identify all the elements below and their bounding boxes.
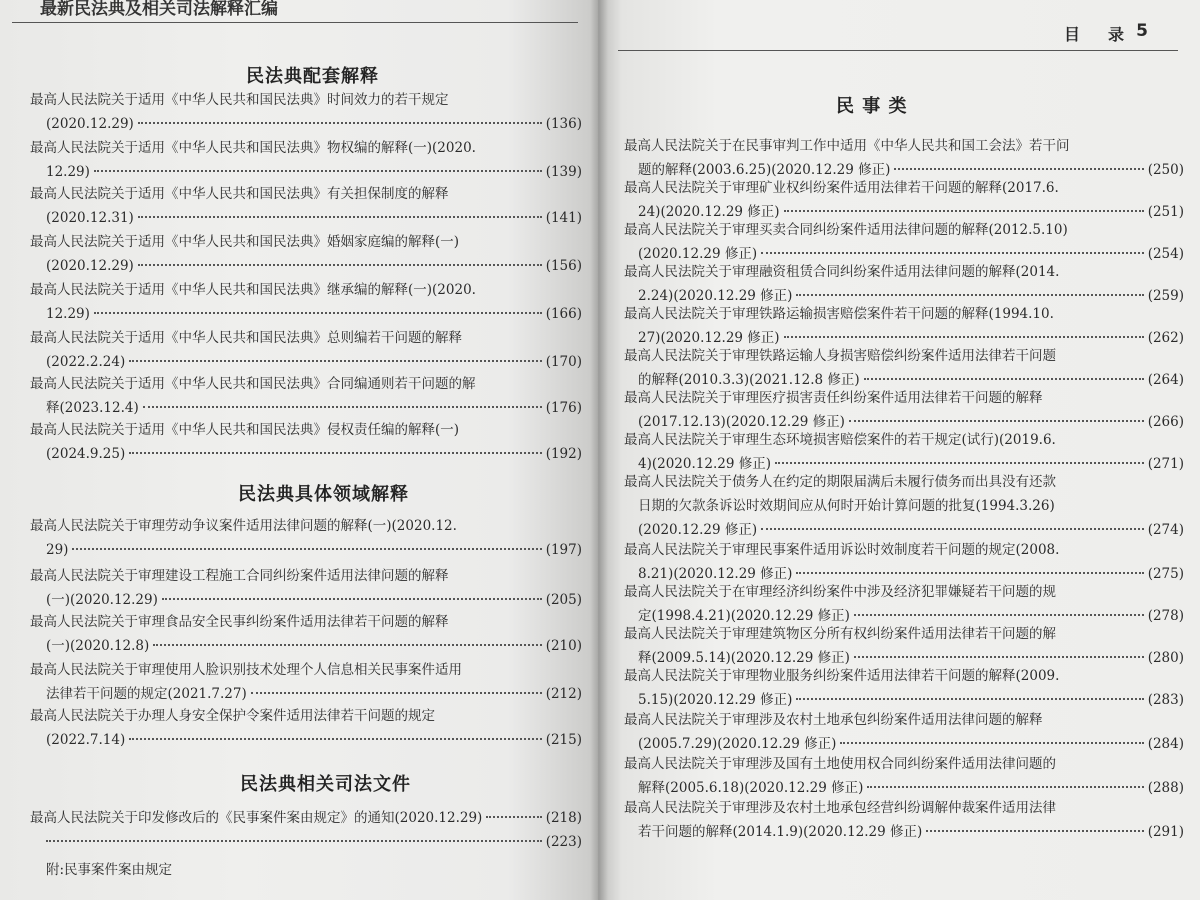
entry-date: 释(2023.12.4) bbox=[46, 400, 139, 416]
leader-dots bbox=[46, 840, 542, 842]
toc-entry[interactable] bbox=[624, 134, 1184, 182]
appendix-label: 附:民事案件案由规定 bbox=[46, 862, 173, 878]
page-ref: (291) bbox=[1147, 824, 1184, 840]
entry-title: 最高人民法院关于审理民事案件适用诉讼时效制度若干问题的规定(2008. bbox=[624, 542, 1060, 558]
entry-date: (2020.12.29 修正) bbox=[638, 522, 758, 538]
entry-title: 最高人民法院关于在审理经济纠纷案件中涉及经济犯罪嫌疑若干问题的规 bbox=[624, 584, 1056, 600]
leader-dots bbox=[849, 420, 1144, 422]
left-page bbox=[0, 0, 598, 900]
leader-dots bbox=[138, 264, 542, 266]
entry-date: (2020.12.29) bbox=[46, 258, 134, 274]
entry-title: 最高人民法院关于适用《中华人民共和国民法典》总则编若干问题的解释 bbox=[30, 330, 462, 346]
leader-dots bbox=[129, 360, 541, 362]
page-ref: (275) bbox=[1147, 566, 1184, 582]
leader-dots bbox=[162, 598, 542, 600]
page-ref: (251) bbox=[1147, 204, 1184, 220]
entry-title-cont: 日期的欠款条诉讼时效期间应从何时开始计算问题的批复(1994.3.26) bbox=[638, 498, 1055, 514]
entry-date: (2017.12.13)(2020.12.29 修正) bbox=[638, 414, 845, 430]
header-rule-right bbox=[618, 50, 1178, 51]
section-title-civil: 民 事 类 bbox=[836, 96, 908, 117]
leader-dots bbox=[153, 644, 541, 646]
entry-title: 最高人民法院关于审理涉及国有土地使用权合同纠纷案件适用法律问题的 bbox=[624, 756, 1056, 772]
entry-title: 最高人民法院关于债务人在约定的期限届满后未履行债务而出具没有还款 bbox=[624, 474, 1056, 490]
page-ref: (254) bbox=[1147, 246, 1184, 262]
toc-entry[interactable] bbox=[30, 372, 582, 420]
entry-title: 最高人民法院关于审理涉及农村土地承包纠纷案件适用法律问题的解释 bbox=[624, 712, 1043, 728]
leader-dots bbox=[72, 548, 541, 550]
toc-entry[interactable] bbox=[624, 344, 1184, 392]
leader-dots bbox=[129, 452, 541, 454]
header-rule-left bbox=[12, 22, 578, 23]
entry-date: 定(1998.4.21)(2020.12.29 修正) bbox=[638, 608, 850, 624]
leader-dots bbox=[796, 294, 1143, 296]
entry-date: 4)(2020.12.29 修正) bbox=[638, 456, 771, 472]
toc-entry[interactable] bbox=[624, 708, 1184, 756]
entry-date: (2005.7.29)(2020.12.29 修正) bbox=[638, 736, 837, 752]
toc-entry[interactable] bbox=[30, 182, 582, 230]
entry-title: 最高人民法院关于审理物业服务纠纷案件适用法律若干问题的解释(2009. bbox=[624, 668, 1060, 684]
toc-entry[interactable] bbox=[30, 230, 582, 278]
page-ref: (205) bbox=[545, 592, 582, 608]
entry-date: (一)(2020.12.29) bbox=[46, 592, 158, 608]
entry-date: 12.29) bbox=[46, 306, 90, 322]
page-ref: (210) bbox=[545, 638, 582, 654]
leader-dots bbox=[854, 656, 1144, 658]
page-ref: (166) bbox=[545, 306, 582, 322]
entry-date: (2020.12.29 修正) bbox=[638, 246, 758, 262]
toc-entry[interactable] bbox=[30, 514, 582, 562]
entry-title: 最高人民法院关于审理生态环境损害赔偿案件的若干规定(试行)(2019.6. bbox=[624, 432, 1056, 448]
entry-title: 最高人民法院关于适用《中华人民共和国民法典》物权编的解释(一)(2020. bbox=[30, 140, 476, 156]
toc-entry[interactable] bbox=[30, 278, 582, 326]
toc-entry[interactable] bbox=[624, 470, 1184, 542]
entry-date: 解释(2005.6.18)(2020.12.29 修正) bbox=[638, 780, 864, 796]
entry-title: 最高人民法院关于审理买卖合同纠纷案件适用法律问题的解释(2012.5.10) bbox=[624, 222, 1068, 238]
leader-dots bbox=[854, 614, 1144, 616]
toc-entry[interactable] bbox=[30, 610, 582, 658]
toc-entry[interactable] bbox=[624, 302, 1184, 350]
entry-date: 24)(2020.12.29 修正) bbox=[638, 204, 780, 220]
entry-title: 最高人民法院关于审理铁路运输人身损害赔偿纠纷案件适用法律若干问题 bbox=[624, 348, 1056, 364]
entry-title: 最高人民法院关于印发修改后的《民事案件案由规定》的通知(2020.12.29) bbox=[30, 810, 483, 826]
page-ref: (136) bbox=[545, 116, 582, 132]
toc-entry[interactable] bbox=[624, 386, 1184, 434]
entry-date: 8.21)(2020.12.29 修正) bbox=[638, 566, 793, 582]
entry-date: 2.24)(2020.12.29 修正) bbox=[638, 288, 793, 304]
leader-dots bbox=[138, 122, 542, 124]
page-ref: (274) bbox=[1147, 522, 1184, 538]
entry-date: (2022.2.24) bbox=[46, 354, 126, 370]
page-ref: (283) bbox=[1147, 692, 1184, 708]
entry-title: 最高人民法院关于审理食品安全民事纠纷案件适用法律若干问题的解释 bbox=[30, 614, 449, 630]
entry-date: 题的解释(2003.6.25)(2020.12.29 修正) bbox=[638, 162, 891, 178]
entry-date: 法律若干问题的规定(2021.7.27) bbox=[46, 686, 247, 702]
leader-dots bbox=[486, 816, 541, 818]
toc-entry[interactable] bbox=[624, 752, 1184, 800]
toc-entry[interactable] bbox=[624, 428, 1184, 476]
toc-entry[interactable] bbox=[624, 218, 1184, 266]
page-ref: (266) bbox=[1147, 414, 1184, 430]
toc-entry[interactable] bbox=[624, 796, 1184, 844]
entry-date: 12.29) bbox=[46, 164, 90, 180]
book-gutter bbox=[590, 0, 608, 900]
entry-title: 最高人民法院关于审理建筑物区分所有权纠纷案件适用法律若干问题的解 bbox=[624, 626, 1056, 642]
leader-dots bbox=[94, 312, 542, 314]
toc-entry[interactable] bbox=[624, 260, 1184, 308]
entry-date: 27)(2020.12.29 修正) bbox=[638, 330, 780, 346]
toc-entry[interactable] bbox=[624, 664, 1184, 712]
toc-entry[interactable] bbox=[624, 538, 1184, 586]
page-ref: (271) bbox=[1147, 456, 1184, 472]
leader-dots bbox=[784, 336, 1144, 338]
entry-date: (2022.7.14) bbox=[46, 732, 126, 748]
leader-dots bbox=[867, 786, 1143, 788]
page-ref: (139) bbox=[545, 164, 582, 180]
page-ref: (284) bbox=[1147, 736, 1184, 752]
entry-title: 最高人民法院关于审理铁路运输损害赔偿案件若干问题的解释(1994.10. bbox=[624, 306, 1054, 322]
leader-dots bbox=[864, 378, 1144, 380]
leader-dots bbox=[761, 528, 1144, 530]
leader-dots bbox=[775, 462, 1144, 464]
toc-entry[interactable] bbox=[30, 418, 582, 466]
entry-title: 最高人民法院关于适用《中华人民共和国民法典》侵权责任编的解释(一) bbox=[30, 422, 460, 438]
toc-entry[interactable] bbox=[624, 580, 1184, 628]
page-ref: (223) bbox=[545, 834, 582, 850]
entry-title: 最高人民法院关于审理医疗损害责任纠纷案件适用法律若干问题的解释 bbox=[624, 390, 1043, 406]
toc-entry[interactable] bbox=[30, 704, 582, 752]
page-ref: (212) bbox=[545, 686, 582, 702]
page-ref: (278) bbox=[1147, 608, 1184, 624]
page-ref: (259) bbox=[1147, 288, 1184, 304]
entry-date: 若干问题的解释(2014.1.9)(2020.12.29 修正) bbox=[638, 824, 923, 840]
right-page bbox=[598, 0, 1200, 900]
entry-title: 最高人民法院关于办理人身安全保护令案件适用法律若干问题的规定 bbox=[30, 708, 435, 724]
leader-dots bbox=[761, 252, 1144, 254]
page-ref: (192) bbox=[545, 446, 582, 462]
running-header-right: 目 录 bbox=[1063, 25, 1130, 44]
entry-title: 最高人民法院关于审理劳动争议案件适用法律问题的解释(一)(2020.12. bbox=[30, 518, 457, 534]
toc-entry[interactable] bbox=[624, 176, 1184, 224]
page-ref: (280) bbox=[1147, 650, 1184, 666]
entry-title: 最高人民法院关于审理矿业权纠纷案件适用法律若干问题的解释(2017.6. bbox=[624, 180, 1059, 196]
entry-title: 最高人民法院关于审理涉及农村土地承包经营纠纷调解仲裁案件适用法律 bbox=[624, 800, 1056, 816]
page-ref: (197) bbox=[545, 542, 582, 558]
leader-dots bbox=[129, 738, 541, 740]
entry-title: 最高人民法院关于审理融资租赁合同纠纷案件适用法律问题的解释(2014. bbox=[624, 264, 1060, 280]
entry-title: 最高人民法院关于审理使用人脸识别技术处理个人信息相关民事案件适用 bbox=[30, 662, 462, 678]
entry-date: 29) bbox=[46, 542, 69, 558]
leader-dots bbox=[894, 168, 1143, 170]
entry-title: 最高人民法院关于适用《中华人民共和国民法典》婚姻家庭编的解释(一) bbox=[30, 234, 460, 250]
page-ref: (170) bbox=[545, 354, 582, 370]
leader-dots bbox=[796, 572, 1143, 574]
appendix-leader[interactable] bbox=[46, 830, 582, 854]
entry-title: 最高人民法院关于审理建设工程施工合同纠纷案件适用法律问题的解释 bbox=[30, 568, 449, 584]
page-ref: (264) bbox=[1147, 372, 1184, 388]
leader-dots bbox=[94, 170, 542, 172]
leader-dots bbox=[796, 698, 1143, 700]
leader-dots bbox=[926, 830, 1143, 832]
page-ref: (215) bbox=[545, 732, 582, 748]
entry-title: 最高人民法院关于在民事审判工作中适用《中华人民共和国工会法》若干问 bbox=[624, 138, 1070, 154]
page-ref: (288) bbox=[1147, 780, 1184, 796]
leader-dots bbox=[784, 210, 1144, 212]
entry-date: 5.15)(2020.12.29 修正) bbox=[638, 692, 793, 708]
toc-entry[interactable] bbox=[624, 622, 1184, 670]
leader-dots bbox=[143, 406, 542, 408]
toc-entry[interactable] bbox=[30, 658, 582, 706]
page-ref: (250) bbox=[1147, 162, 1184, 178]
section-title-specific-areas: 民法典具体领域解释 bbox=[238, 484, 409, 505]
entry-date: 释(2009.5.14)(2020.12.29 修正) bbox=[638, 650, 850, 666]
page-ref: (141) bbox=[545, 210, 582, 226]
page-ref: (176) bbox=[545, 400, 582, 416]
entry-date: (2020.12.29) bbox=[46, 116, 134, 132]
running-header-left: 最新民法典及相关司法解释汇编 bbox=[40, 0, 278, 19]
entry-date: (一)(2020.12.8) bbox=[46, 638, 150, 654]
leader-dots bbox=[840, 742, 1143, 744]
entry-title: 最高人民法院关于适用《中华人民共和国民法典》有关担保制度的解释 bbox=[30, 186, 449, 202]
leader-dots bbox=[251, 692, 542, 694]
entry-title: 最高人民法院关于适用《中华人民共和国民法典》时间效力的若干规定 bbox=[30, 92, 449, 108]
entry-title: 最高人民法院关于适用《中华人民共和国民法典》合同编通则若干问题的解 bbox=[30, 376, 476, 392]
page-ref: (218) bbox=[545, 810, 582, 826]
toc-entry[interactable] bbox=[30, 564, 582, 612]
entry-date: 的解释(2010.3.3)(2021.12.8 修正) bbox=[638, 372, 860, 388]
entry-title: 最高人民法院关于适用《中华人民共和国民法典》继承编的解释(一)(2020. bbox=[30, 282, 476, 298]
section-title-companion-interpretations: 民法典配套解释 bbox=[246, 66, 379, 87]
toc-entry[interactable] bbox=[30, 806, 582, 830]
entry-date: (2024.9.25) bbox=[46, 446, 126, 462]
section-title-related-documents: 民法典相关司法文件 bbox=[240, 774, 411, 795]
entry-date: (2020.12.31) bbox=[46, 210, 134, 226]
page-ref: (262) bbox=[1147, 330, 1184, 346]
leader-dots bbox=[138, 216, 542, 218]
page-ref: (156) bbox=[545, 258, 582, 274]
toc-entry[interactable] bbox=[30, 326, 582, 374]
toc-entry[interactable] bbox=[30, 88, 582, 136]
page-number: 5 bbox=[1136, 21, 1148, 41]
toc-entry[interactable] bbox=[30, 136, 582, 184]
